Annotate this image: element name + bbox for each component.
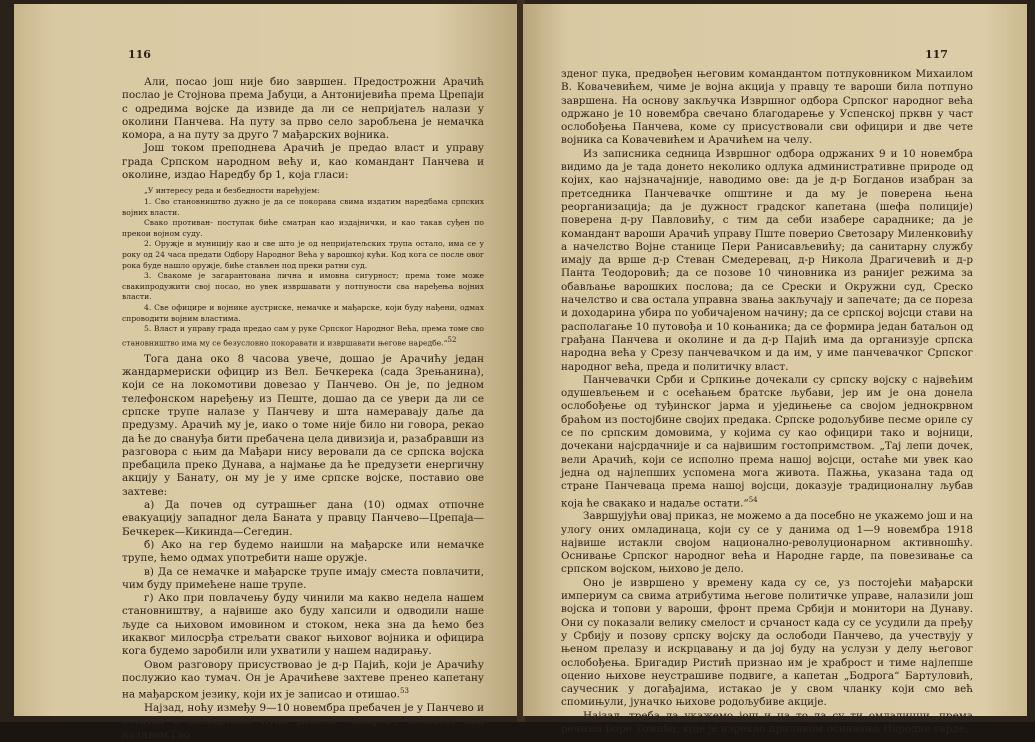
paragraph (561, 374, 973, 510)
left-page (14, 4, 519, 741)
order-line (122, 324, 484, 349)
order-line: „У интересу реда и безбедности наређујем: (144, 186, 320, 196)
order-quote (122, 186, 484, 348)
order-line: 3. Свакоме је загарантована лична и имовна сигурност; према томе може свакипродужити свој посао, но увек извршавати у потпуности сва наређења војних власти. (122, 271, 484, 302)
paragraph: Завршујући овај приказ, не можемо а да посебно не укажемо још и на улогу оних омладинаца, који су се у данима од 1—9 новембра 1918 највише истакли својом национално-револуционарном активношћу. Оснивање Српског народног већа и Народне гарде, па повезивање са српском војском, њихово је дело. (561, 510, 973, 576)
paragraph: Из записника седница Извршног одбора одржаних 9 и 10 новембра видимо да је тада донето неколико одлука административне природе од којих, као најзначајније, наводимо ове: да је д-р Богданов изабран за претседника Панчевачке општине и да му је поверена њена реорганизација; да је дужност градског капетана (шефа полиције) поверена д-ру Павловићу, с тим да себи изабере сараднике; да је командант вароши Арачић управу Пште поверио Светозару Миленковићу а начелство Војне станице Пери Ранисављевићу; да санитарну службу имају да врше д-р Стеван Смедеревац, д-р Никола Драгичевић и д-р Панта Теодоровић; да се позове 10 чиновника из ранијег режима за обављање варошких послова; да се Срески и Окружни суд, Среско начелство и сва остала управна звања закључају и запечате; да се пореза и доходарина убира по уобичајеном начину; да се српској војсци стави на располагање 10 путовођа и 10 коњаника; да се формира један батаљон од грађана Панчева и околине и да д-р Пајић има да организује српска народна већа у Срезу панчевачком и да им, у име панчевачког Српског народног већа, преда и политичку власт. (561, 147, 973, 373)
paragraph-text: Панчевачки Срби и Српкиње дочекали су српску војску с највећим одушевљењем и с осећањем братске љубави, јер им је она донела ослобођење од туђинског јарма и уједињење са својом једнокрвном браћом из постојбине својих предака. Српске родољубиве песме ориле су се по српским домовима, у којима су као официри тако и војници, дочекани најсрдачније и са највишим гостопримством. „Тај лепи дочек, вели Арачић, који се исполно према нашој војсци, остаће ми увек као једна од најлепших успомена мога живота. Пажња, указана тада од стране Панчевацa према нашој војсци, доказује традиционалну љубав која ће свакако и надаље остати.“ (561, 373, 973, 509)
order-line: Свако противан- поступак биће сматран као издајнички, и као такав суђен по прекои војном суду. (122, 218, 484, 238)
paragraph: Оно је извршено у времену када су се, уз постојећи мађарски империум са свима атрибутима његове политичке управе, налазили још војска и топови у вароши, фронт према Србији и монитори на Дунаву. Они су показали велику смелост и срчаност када су се усудили да пређу у Србију и позову српску војску да ослободи Панчево, да учествују у њеном прелазу и искрцавању и да јој буду на услузи у делу његовог ослобођења. Бригадир Ристић признао им је храброст и тиме најлепше оценио њихове неустрашиве подвиге, а капетан „Бодрога“ Бартуловић, саучесник у догађајима, истакао је у свом чланку који смо већ спомињули, јуначко њихове родољубиве акције. (561, 576, 973, 709)
page-body (122, 76, 484, 742)
paragraph: Најзад, ноћу између 9—10 новембра пребачен је у Панчево и остатак 2 пешадиског пука „Књаза Михајла“, познатог под називом Гво (122, 702, 484, 741)
paragraph: Тога дана око 8 часова увече, дошао је Арачићу један жандармериски официр из Вел. Бечкерека (сада Зрењанина), који се на локомотиви довезао у Панчево. Он је, по једном телефонском наређењу из Пеште, дошао да се увери да ли се српске трупе налазе у Панчеву и шта намеравају даље да предузму. Арачић му је, иако о томе није било ни говора, рекао да ће до свануђа бити пребачена цела дивизија и, разабравши из разговора с њим да Мађари нису веровали да се српска војска пребацила преко Дунава, а најмање да ће предузети енергичну акцију у Банату, он му је у име српске војске, поставио ове захтеве: (122, 352, 484, 498)
paragraph (122, 659, 484, 702)
order-line-text: 5. Власт и управу града предао сам у руке Српског Народног Већа, према томе сво становништво има му се безусловно покоравати и извршавати његове наредбе.“ (122, 324, 484, 348)
paragraph: б) Ако на гер будемо наишли на мађарске или немачке трупе, ћемо одмах употребити наше оружје. (122, 538, 484, 565)
page-number: 116 (128, 48, 151, 61)
paragraph: зденог пука, предвођен његовим командантом потпуковником Михаилом В. Ковачевићем, чиме је војна акција у правцу те вароши била потпуно завршена. На основу закључка Извршног одбора Српског народног већа одржано је 10 новембра свечано благодарење у Успенској прквн у част ослобођења Панчева, коме су присуствовали сви официри и две чете војника са Ковачевићем и Арачићем на челу. (561, 68, 973, 147)
page-body (561, 68, 973, 736)
page-number: 117 (925, 48, 948, 61)
paragraph: в) Да се немачке и мађарске трупе имају сместа повлачити, чим буду примећене наше трупе. (122, 565, 484, 591)
order-line: 2. Оружје и муницију као и све што је од непријатељских трупа остало, има се у року од 24 часа предати Одбору Народног Већа у варошкој кући. Код кога се после овог рока буде нашло оружје, биће стављен под преки ратни суд. (122, 239, 484, 270)
paragraph: Још током преподнева Арачић је предао власт и управу града Српском народном већу и, као командант Панчева и околине, издао Наредбу бр 1, која гласи: (122, 142, 484, 182)
paragraph-text: Овом разговору присуствовао је д-р Пајић, који је Арачићу послужио као тумач. Он је Арачићеве захтеве пренео капетану на мађарском језику, који их је записао и отишао. (122, 658, 484, 701)
paragraph: г) Ако при повлачењу буду чинили ма какво недела нашем становништву, а највише ако буду хапсили и одводили наше људе са њиховом имовином и стоком, нека зна да ћемо без икаквог милосрђа стрељати сваког њиховог војника и официра кога будемо заробили или ухватили у нашем надирању. (122, 592, 484, 658)
order-line: 1. Сво становништво дужно је да се покорава свима издатим наредбама српских војних власти. (122, 196, 484, 217)
order-line: 4. Све официре и војнике аустриске, немачке и мађарске, који буду нађени, одмах спроводити војним властима. (122, 302, 484, 323)
footnote-marker: 54 (748, 495, 758, 504)
footnote-marker: 52 (447, 335, 457, 344)
paragraph: а) Да почев од сутрашњег дана (10) одмах отпочне евакуацију западног дела Баната у правцу Панчево—Црепаја—Бечкерек—Кикинда—Сегедин. (122, 499, 484, 538)
right-page (523, 4, 1027, 736)
paragraph: Али, посао још није био завршен. Предострожни Арачић послао је Стојнова према Јабуци, а Антонијевића према Црепаји с одредима војске да извиде да ли се непријатељ налази у околини Панчева. На путу за прво село заробљена је немачка комора, а на путу за друго 7 мађарских војника. (122, 76, 484, 142)
footnote-marker: 53 (399, 687, 409, 696)
paragraph: Најзад, треба да укажемо још и на то да су ти омладинци, према речима Боре Томића, које је изрекао приликом оснивања Народне гарде, (561, 709, 973, 736)
